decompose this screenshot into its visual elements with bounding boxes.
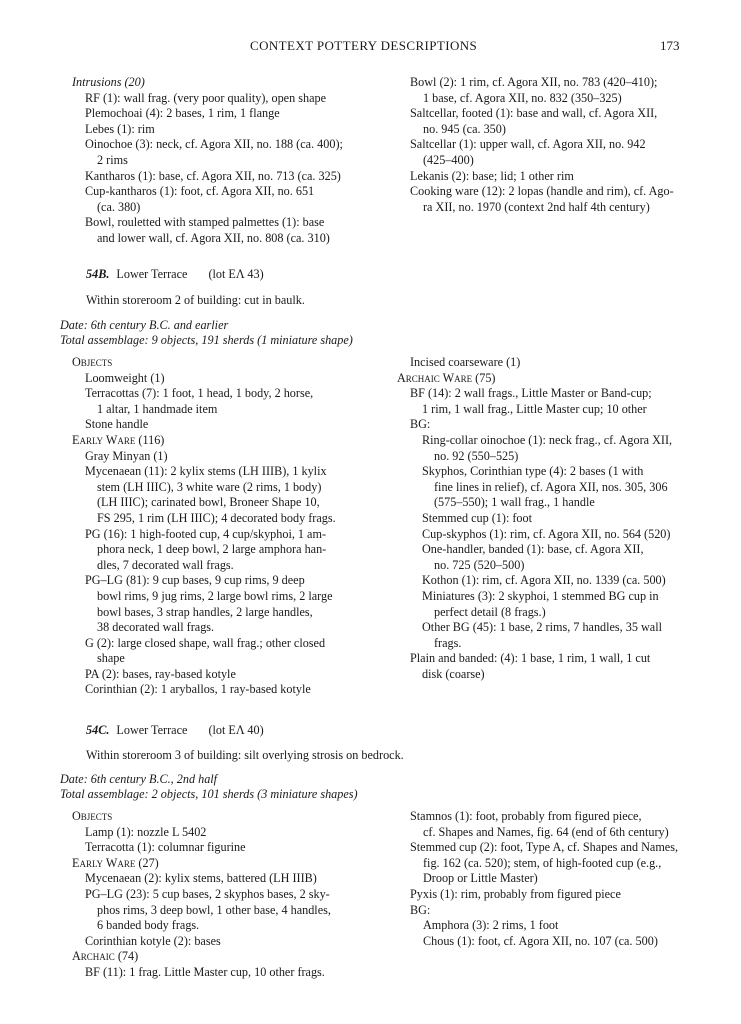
- text-line: perfect detail (8 frags.): [434, 604, 546, 619]
- text-line: Incised coarseware (1): [410, 355, 521, 369]
- text-line: Oinochoe (3): neck, cf. Agora XII, no. 188 (ca. 400);: [85, 137, 343, 152]
- section-lot: (lot EΛ 43): [208, 267, 264, 281]
- text-line: fig. 162 (ca. 520); stem, of high-footed cup (e.g.,: [423, 855, 662, 870]
- text-line: 1 altar, 1 handmade item: [97, 401, 218, 416]
- text-line: One-handler, banded (1): base, cf. Agora XII,: [422, 542, 644, 557]
- section-assemblage: Total assemblage: 2 objects, 101 sherds (3 miniature shapes): [60, 787, 358, 801]
- section-date: Date: 6th century B.C. and earlier: [60, 318, 229, 332]
- text-line: BF (11): 1 frag. Little Master cup, 10 other frags.: [85, 964, 325, 979]
- mid-left-column: [72, 355, 336, 698]
- text-line: Archaic Ware (75): [397, 370, 496, 385]
- text-line: frags.: [434, 635, 462, 650]
- text-line: and lower wall, cf. Agora XII, no. 808 (ca. 310): [97, 230, 330, 245]
- text-line: Cup-skyphos (1): rim, cf. Agora XII, no. 564 (520): [422, 526, 671, 541]
- page-number: 173: [660, 38, 680, 53]
- text-line: Objects: [72, 355, 113, 369]
- text-line: 2 rims: [97, 152, 128, 167]
- text-line: PA (2): bases, ray-based kotyle: [85, 666, 236, 681]
- text-line: Stone handle: [85, 417, 149, 432]
- section-date: Date: 6th century B.C., 2nd half: [60, 772, 218, 786]
- text-line: (ca. 380): [97, 199, 141, 214]
- top-right-column: [410, 75, 674, 215]
- text-line: Lamp (1): nozzle L 5402: [85, 824, 207, 839]
- text-line: PG–LG (23): 5 cup bases, 2 skyphos bases, 2 sky-: [85, 886, 330, 901]
- text-line: ra XII, no. 1970 (context 2nd half 4th century): [423, 199, 650, 214]
- text-line: (425–400): [423, 152, 474, 167]
- text-line: Chous (1): foot, cf. Agora XII, no. 107 (ca. 500): [423, 933, 658, 948]
- text-line: FS 295, 1 rim (LH IIIC); 4 decorated body frags.: [97, 510, 336, 525]
- text-line: Bowl (2): 1 rim, cf. Agora XII, no. 783 (420–410);: [410, 75, 658, 89]
- mid-right-column: [397, 355, 672, 682]
- text-line: Intrusions (20): [72, 75, 145, 89]
- text-line: dles, 7 decorated wall frags.: [97, 557, 234, 572]
- top-left-column: [72, 75, 343, 247]
- text-line: Pyxis (1): rim, probably from figured piece: [410, 886, 621, 901]
- text-line: Kothon (1): rim, cf. Agora XII, no. 1339 (ca. 500): [422, 573, 666, 588]
- section-place: Lower Terrace: [116, 267, 188, 281]
- section-54b-heading: [86, 267, 268, 283]
- text-line: Saltcellar (1): upper wall, cf. Agora XII, no. 942: [410, 137, 646, 152]
- text-line: Early Ware (27): [72, 855, 159, 870]
- text-line: Cup-kantharos (1): foot, cf. Agora XII, no. 651: [85, 184, 315, 199]
- text-line: Miniatures (3): 2 skyphoi, 1 stemmed BG cup in: [422, 588, 659, 603]
- section-location: Within storeroom 2 of building: cut in baulk.: [86, 293, 305, 307]
- text-line: (575–550); 1 wall frag., 1 handle: [434, 495, 595, 510]
- text-line: Corinthian kotyle (2): bases: [85, 933, 221, 948]
- text-line: shape: [97, 651, 125, 666]
- text-line: Bowl, rouletted with stamped palmettes (1): base: [85, 215, 325, 230]
- text-line: Kantharos (1): base, cf. Agora XII, no. 713 (ca. 325): [85, 168, 341, 183]
- text-line: RF (1): wall frag. (very poor quality), open shape: [85, 90, 326, 105]
- text-line: PG–LG (81): 9 cup bases, 9 cup rims, 9 deep: [85, 573, 305, 588]
- text-line: Loomweight (1): [85, 370, 165, 385]
- text-line: 6 banded body frags.: [97, 918, 200, 933]
- section-number: 54C.: [86, 723, 110, 737]
- text-line: Archaic (74): [72, 949, 139, 964]
- text-line: Terracotta (1): columnar figurine: [85, 840, 246, 855]
- text-line: Mycenaean (11): 2 kylix stems (LH IIIB), 1 kylix: [85, 464, 327, 479]
- text-line: Plain and banded: (4): 1 base, 1 rim, 1 wall, 1 cut: [410, 651, 651, 666]
- text-line: bowl bases, 3 strap handles, 2 large handles,: [97, 604, 313, 619]
- text-line: cf. Shapes and Names, fig. 64 (end of 6th century): [423, 824, 669, 839]
- text-line: Saltcellar, footed (1): base and wall, cf. Agora XII,: [410, 106, 658, 121]
- text-line: Ring-collar oinochoe (1): neck frag., cf. Agora XII,: [422, 432, 673, 447]
- text-line: 1 base, cf. Agora XII, no. 832 (350–325): [423, 90, 622, 105]
- text-line: Lebes (1): rim: [85, 121, 155, 136]
- text-line: Early Ware (116): [72, 432, 165, 447]
- section-assemblage: Total assemblage: 9 objects, 191 sherds (1 miniature shape): [60, 333, 353, 347]
- text-line: (LH IIIC); carinated bowl, Broneer Shape 10,: [97, 495, 320, 510]
- text-line: Plemochoai (4): 2 bases, 1 rim, 1 flange: [85, 106, 280, 121]
- text-line: G (2): large closed shape, wall frag.; other closed: [85, 635, 326, 650]
- text-line: BF (14): 2 wall frags., Little Master or Band-cup;: [410, 386, 652, 401]
- text-line: phora neck, 1 deep bowl, 2 large amphora han-: [97, 542, 327, 557]
- text-line: no. 945 (ca. 350): [423, 121, 506, 136]
- text-line: Cooking ware (12): 2 lopas (handle and rim), cf. Ago-: [410, 184, 674, 199]
- text-line: BG:: [410, 417, 431, 432]
- text-line: no. 92 (550–525): [434, 448, 519, 463]
- section-number: 54B.: [86, 267, 110, 281]
- section-location: Within storeroom 3 of building: silt overlying strosis on bedrock.: [86, 748, 404, 762]
- text-line: fine lines in relief), cf. Agora XII, nos. 305, 306: [434, 479, 668, 494]
- text-line: Gray Minyan (1): [85, 448, 168, 463]
- text-line: Droop or Little Master): [423, 871, 538, 886]
- text-line: BG:: [410, 902, 431, 917]
- text-line: Skyphos, Corinthian type (4): 2 bases (1 with: [422, 464, 644, 479]
- text-line: Stemmed cup (1): foot: [422, 510, 533, 525]
- text-line: Corinthian (2): 1 aryballos, 1 ray-based kotyle: [85, 682, 311, 697]
- text-line: Amphora (3): 2 rims, 1 foot: [423, 918, 559, 933]
- bottom-right-column: [410, 809, 678, 949]
- running-title: CONTEXT POTTERY DESCRIPTIONS: [250, 38, 478, 53]
- bottom-left-column: [72, 809, 331, 981]
- text-line: no. 725 (520–500): [434, 557, 525, 572]
- text-line: Lekanis (2): base; lid; 1 other rim: [410, 168, 574, 183]
- section-place: Lower Terrace: [116, 723, 188, 737]
- section-lot: (lot EΛ 40): [208, 723, 264, 737]
- text-line: Objects: [72, 809, 113, 823]
- text-line: PG (16): 1 high-footed cup, 4 cup/skyphoi, 1 am-: [85, 526, 327, 541]
- section-54c-heading: [86, 723, 268, 739]
- text-line: 1 rim, 1 wall frag., Little Master cup; 10 other: [422, 401, 647, 416]
- text-line: bowl rims, 9 jug rims, 2 large bowl rims, 2 large: [97, 588, 333, 603]
- text-line: Other BG (45): 1 base, 2 rims, 7 handles, 35 wall: [422, 620, 662, 635]
- text-line: Stamnos (1): foot, probably from figured piece,: [410, 809, 642, 823]
- text-line: Terracottas (7): 1 foot, 1 head, 1 body, 2 horse,: [85, 386, 314, 401]
- text-line: phos rims, 3 deep bowl, 1 other base, 4 handles,: [97, 902, 331, 917]
- text-line: Mycenaean (2): kylix stems, battered (LH IIIB): [85, 871, 317, 886]
- text-line: Stemmed cup (2): foot, Type A, cf. Shapes and Names,: [410, 840, 679, 855]
- text-line: disk (coarse): [422, 666, 485, 681]
- text-line: stem (LH IIIC), 3 white ware (2 rims, 1 body): [97, 479, 322, 494]
- text-line: 38 decorated wall frags.: [97, 620, 215, 635]
